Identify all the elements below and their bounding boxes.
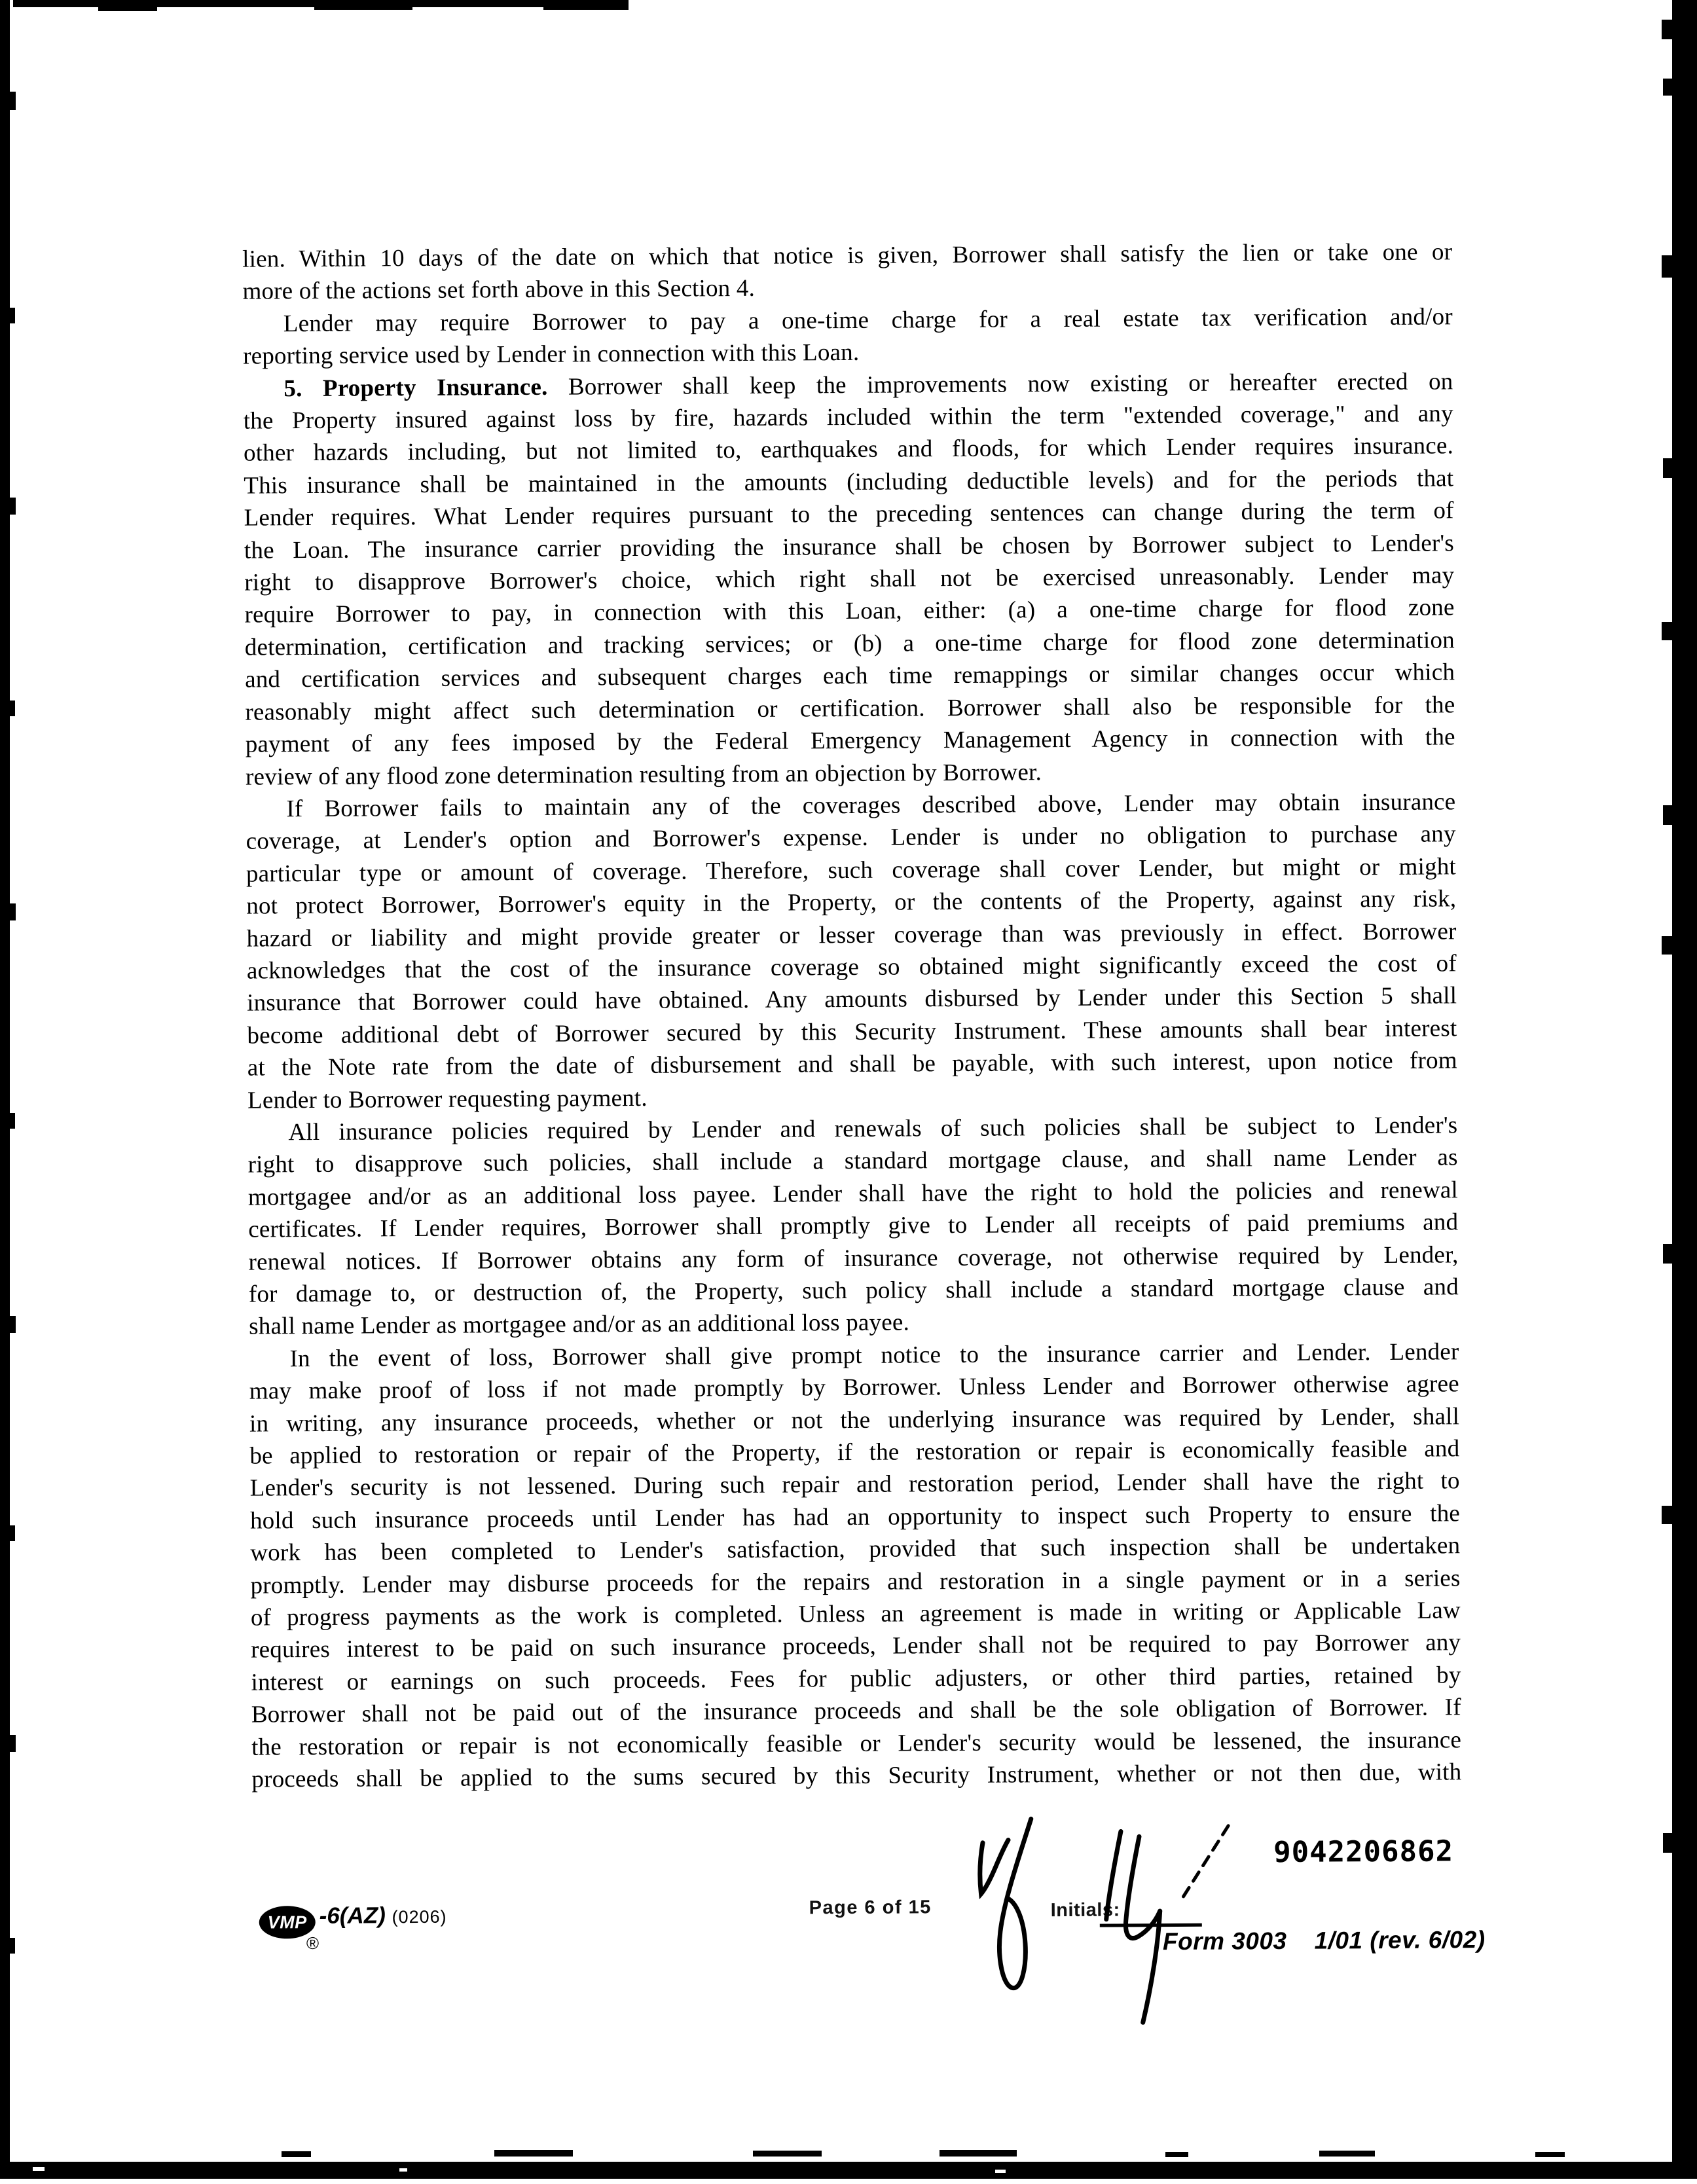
text-line: hazard or liability and might provide greater or lesser coverage than was previously in effect. Borrower: [246, 917, 1457, 953]
scan-artifact: [10, 308, 15, 323]
text-line: other hazards including, but not limited to, earthquakes and floods, for which Lender requires insurance.: [243, 432, 1454, 467]
text-line: Lender to Borrower requesting payment.: [247, 1084, 648, 1114]
text-line: determination, certification and tracking services; or (b) a one-time charge for flood zone determination: [244, 627, 1455, 661]
scan-artifact: [753, 2151, 822, 2157]
text-line: at the Note rate from the date of disbursement and shall be payable, with such interest, upon notice from: [247, 1047, 1457, 1082]
scan-artifact: [10, 1938, 15, 1954]
initials-stroke: [1125, 1836, 1160, 1938]
text-line: Lender's security is not lessened. During such repair and restoration period, Lender shall have the right to: [249, 1467, 1460, 1502]
scan-artifact: [10, 1113, 15, 1129]
text-line: require Borrower to pay, in connection with this Loan, either: (a) a one-time charge for flood zone: [244, 594, 1455, 629]
text-line: hold such insurance proceeds until Lender has had an opportunity to inspect such Property to ensure the: [249, 1500, 1461, 1535]
scan-artifact: [10, 1316, 16, 1333]
scan-artifact: [1663, 458, 1672, 478]
text-line: particular type or amount of coverage. Therefore, such coverage shall cover Lender, but might or might: [246, 853, 1457, 888]
text-line: review of any flood zone determination resulting from an objection by Borrower.: [245, 758, 1042, 791]
text-line: renewal notices. If Borrower obtains any form of insurance coverage, not otherwise required by Lender,: [248, 1241, 1459, 1276]
loan-number: 9042206862: [1273, 1834, 1454, 1870]
text-line: Lender requires. What Lender requires pursuant to the preceding sentences can change during the term of: [244, 497, 1454, 532]
scan-artifact: [1662, 936, 1672, 955]
vmp-logo-text: VMP: [267, 1912, 307, 1932]
scan-artifact: [1663, 805, 1672, 825]
scan-artifact: [0, 0, 10, 2179]
scan-artifact: [314, 0, 412, 10]
text-line: and certification services and subsequent charges each time remappings or similar changes occur which: [245, 659, 1455, 693]
scan-artifact: [10, 701, 15, 716]
text-line: the Property insured against loss by fire, hazards included within the term "extended coverage," and any: [243, 400, 1453, 435]
text-line: interest or earnings on such proceeds. Fees for public adjusters, or other third parties, retained by: [251, 1662, 1461, 1696]
text-line: If Borrower fails to maintain any of the coverages described above, Lender may obtain insurance: [286, 788, 1456, 823]
text-line: coverage, at Lender's option and Borrower's expense. Lender is under no obligation to purchase any: [246, 820, 1456, 855]
vmp-code-suffix: (0206): [392, 1906, 447, 1927]
text-line: mortgagee and/or as an additional loss payee. Lender shall have the right to hold the policies and renewal: [247, 1176, 1459, 1211]
scan-artifact: [10, 1525, 15, 1541]
text-line: All insurance policies required by Lender and renewals of such policies shall be subject to Lender's: [288, 1112, 1458, 1146]
text-line: certificates. If Lender requires, Borrower shall promptly give to Lender all receipts of paid premiums and: [248, 1209, 1459, 1243]
text-line: become additional debt of Borrower secured by this Security Instrument. These amounts shall bear interest: [247, 1015, 1457, 1049]
text-line: promptly. Lender may disburse proceeds for the repairs and restoration in a single payment or in a series: [250, 1564, 1461, 1599]
initials-label: Initials:: [1050, 1899, 1120, 1921]
text-line: in writing, any insurance proceeds, whether or not the underlying insurance was required by Lender, shall: [249, 1402, 1460, 1438]
text-line: reporting service used by Lender in connection with this Loan.: [243, 339, 860, 370]
text-line: may make proof of loss if not made promptly by Borrower. Unless Lender and Borrower otherwise agree: [249, 1370, 1459, 1405]
scan-artifact: [399, 2168, 407, 2172]
text-line: the restoration or repair is not economically feasible or Lender's security would be lessened, the insurance: [251, 1726, 1462, 1761]
scan-artifact: [995, 2170, 1006, 2173]
scan-artifact: [0, 2162, 1697, 2179]
form-number: Form 3003: [1162, 1927, 1287, 1956]
text-line: payment of any fees imposed by the Federal Emergency Management Agency in connection with the: [245, 723, 1455, 758]
form-revision: 1/01 (rev. 6/02): [1314, 1926, 1486, 1954]
scan-artifact: [1535, 2152, 1565, 2157]
text-line: the Loan. The insurance carrier providing the insurance shall be chosen by Borrower subject to Lender's: [244, 529, 1455, 564]
text-line: 5. Property Insurance. Borrower shall keep the improvements now existing or hereafter erected on: [283, 367, 1453, 402]
scan-artifact: [10, 498, 16, 515]
scan-artifact: [494, 2150, 573, 2157]
vmp-form-code: [319, 1902, 447, 1929]
scan-artifact: [1165, 2152, 1188, 2157]
text-line: of progress payments as the work is completed. Unless an agreement is made in writing or Applicable Law: [250, 1597, 1461, 1631]
scan-artifact: [1662, 255, 1672, 278]
scan-artifact: [10, 903, 16, 920]
signature-stroke: [980, 1840, 1009, 1894]
scan-artifact: [1662, 20, 1672, 39]
text-line: for damage to, or destruction of, the Property, such policy shall include a standard mortgage clause and: [248, 1273, 1459, 1308]
text-line: reasonably might affect such determination or certification. Borrower shall also be responsible for the: [245, 691, 1455, 726]
scan-artifact: [940, 2150, 1017, 2157]
scan-artifact: [10, 1735, 16, 1752]
text-line: right to disapprove Borrower's choice, which right shall not be exercised unreasonably. Lender may: [244, 562, 1455, 596]
text-line: shall name Lender as mortgagee and/or as an additional loss payee.: [249, 1309, 910, 1341]
page-number: Page 6 of 15: [809, 1897, 932, 1919]
vmp-form-code-text: -6(AZ): [319, 1902, 386, 1929]
text-line: more of the actions set forth above in this Section 4.: [242, 275, 756, 306]
text-line: requires interest to be paid on such insurance proceeds, Lender shall not be required to pay Borrower any: [251, 1629, 1461, 1664]
text-line: right to disapprove such policies, shall include a standard mortgage clause, and shall name Lender as: [247, 1144, 1458, 1178]
scan-artifact: [33, 2167, 45, 2171]
scan-artifact: [1663, 1244, 1672, 1264]
scan-artifact: [543, 0, 629, 10]
text-line: This insurance shall be maintained in the amounts (including deductible levels) and for the periods that: [244, 465, 1454, 500]
registered-trademark-icon: ®: [306, 1933, 319, 1954]
text-line: acknowledges that the cost of the insurance coverage so obtained might significantly exceed the cost of: [246, 950, 1457, 985]
text-line: be applied to restoration or repair of the Property, if the restoration or repair is economically feasible and: [249, 1435, 1460, 1470]
text-line: lien. Within 10 days of the date on which that notice is given, Borrower shall satisfy the lien or take one or: [242, 238, 1453, 273]
text-line: work has been completed to Lender's satisfaction, provided that such inspection shall be undertaken: [250, 1532, 1461, 1567]
initials-stroke: [1106, 1831, 1122, 1919]
form-number-line: [1163, 1926, 1486, 1956]
scan-artifact: [282, 2151, 311, 2157]
scan-artifact: [1663, 1833, 1672, 1853]
initials-stroke-dashed: [1183, 1823, 1231, 1896]
section-heading: 5. Property Insurance.: [283, 373, 548, 402]
scan-artifact: [1663, 79, 1672, 96]
text-line: Lender may require Borrower to pay a one-time charge for a real estate tax verification and/or: [283, 303, 1453, 338]
text-line: In the event of loss, Borrower shall give prompt notice to the insurance carrier and Lender. Lender: [289, 1338, 1459, 1373]
signature-mark: [960, 1812, 1250, 2037]
scan-artifact: [98, 0, 157, 11]
text-line: not protect Borrower, Borrower's equity in the Property, or the contents of the Property, against any risk,: [246, 885, 1457, 920]
scan-artifact: [1672, 0, 1697, 2179]
scan-artifact: [10, 92, 16, 110]
text-line: Borrower shall not be paid out of the insurance proceeds and shall be the sole obligation of Borrower. If: [251, 1694, 1461, 1728]
scan-artifact: [1662, 622, 1672, 640]
scan-artifact: [1319, 2151, 1375, 2157]
text-line: proceeds shall be applied to the sums secured by this Security Instrument, whether or not then due, with: [251, 1758, 1462, 1793]
text-line: insurance that Borrower could have obtained. Any amounts disbursed by Lender under this Section 5 shall: [247, 982, 1457, 1017]
scan-artifact: [1662, 1506, 1672, 1524]
